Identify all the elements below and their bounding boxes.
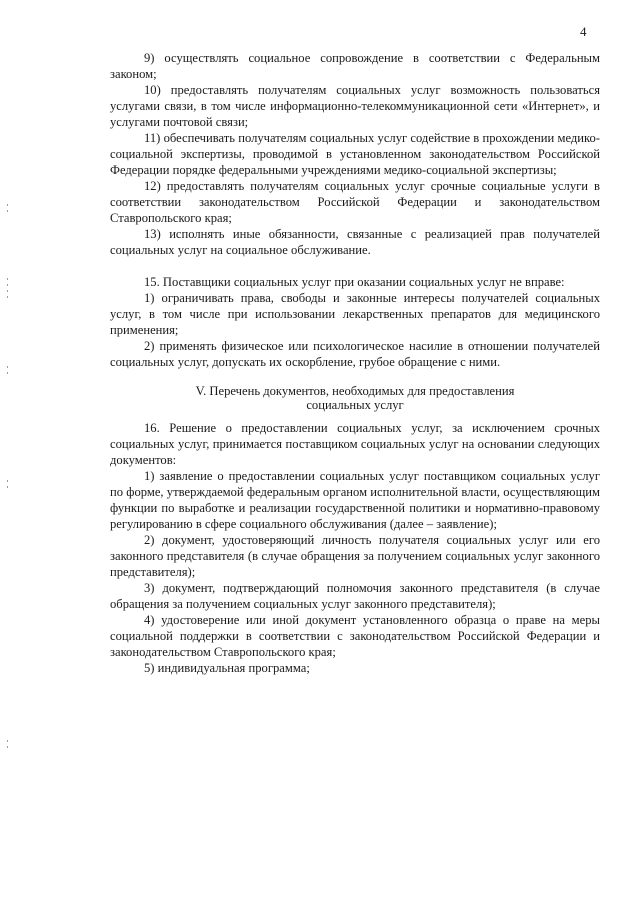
section-heading-line: социальных услуг xyxy=(306,398,404,412)
list-item: 9) осуществлять социальное сопровождение в соответствии с Федеральным законом; xyxy=(110,51,600,81)
list-item: 2) применять физическое или психологическое насилие в отношении получателей социальных услуг, допускать их оскорбление, грубое обращение с ними. xyxy=(110,339,600,369)
list-item: 4) удостоверение или иной документ установленного образца о праве на меры социальной поддержки в соответствии с законодательством Российской Федерации и законодательством Ставропольского края; xyxy=(110,613,600,659)
section-16-intro: 16. Решение о предоставлении социальных услуг, за исключением срочных социальных услуг, принимается поставщиком социальных услуг на основании следующих документов: xyxy=(110,421,600,467)
list-item: 2) документ, удостоверяющий личность получателя социальных услуг или его законного представителя (в случае обращения за получением социальных услуг законного представителя); xyxy=(110,533,600,579)
section-15-intro: 15. Поставщики социальных услуг при оказании социальных услуг не вправе: xyxy=(144,275,565,289)
scan-margin-marks xyxy=(0,0,20,905)
section-heading xyxy=(110,384,600,412)
list-item: 10) предоставлять получателям социальных услуг возможность пользоваться услугами связи, в том числе информационно-телекоммуникационной сети «Интернет», и услугами почтовой связи; xyxy=(110,83,600,129)
list-item: 3) документ, подтверждающий полномочия законного представителя (в случае обращения за получением социальных услуг законного представителя); xyxy=(110,581,600,611)
list-item: 5) индивидуальная программа; xyxy=(144,661,310,675)
list-item: 1) ограничивать права, свободы и законные интересы получателей социальных услуг, в том числе при использовании лекарственных препаратов для медицинского применения; xyxy=(110,291,600,337)
paragraph-gap xyxy=(110,258,600,274)
section-heading-line: V. Перечень документов, необходимых для предоставления xyxy=(195,384,515,398)
list-item: 11) обеспечивать получателям социальных услуг содействие в прохождении медико-социальной экспертизы, проводимой в установленном законодательством Российской Федерации порядке федеральными учреждениями медико-социальной экспертизы; xyxy=(110,131,600,177)
list-item: 1) заявление о предоставлении социальных услуг поставщиком социальных услуг по форме, утверждаемой федеральным органом исполнительной власти, осуществляющим функции по выработке и реализации государственной политики и нормативно-правовому регулированию в сфере социального обслуживания (далее – заявление); xyxy=(110,469,600,531)
page-number: 4 xyxy=(580,24,587,39)
list-item: 13) исполнять иные обязанности, связанные с реализацией прав получателей социальных услуг на социальное обслуживание. xyxy=(110,227,600,257)
document-body xyxy=(110,50,600,676)
list-item: 12) предоставлять получателям социальных услуг срочные социальные услуги в соответствии законодательством Российской Федерации и законодательством Ставропольского края; xyxy=(110,179,600,225)
scan-artifact-dots xyxy=(0,0,20,905)
